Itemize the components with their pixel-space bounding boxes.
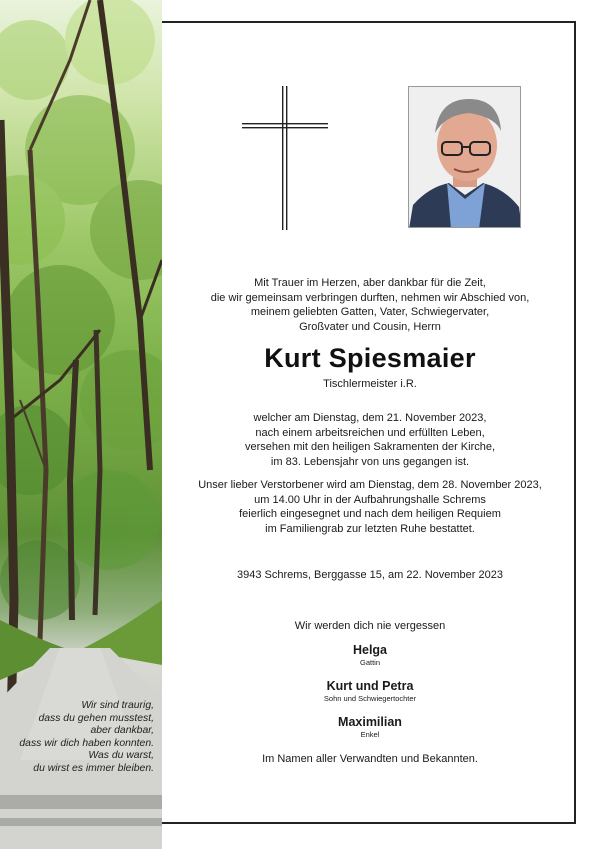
funeral-line: im Familiengrab zur letzten Ruhe bestattet. (265, 522, 475, 535)
closing-text: Im Namen aller Verwandten und Bekannten. (262, 753, 478, 765)
mourner (170, 643, 570, 667)
poem-line: aber dankbar, (90, 725, 154, 736)
forest-path-photo (0, 0, 162, 849)
mourner-name: Helga (352, 643, 388, 657)
portrait-photo (408, 86, 521, 228)
death-notice (170, 411, 570, 469)
poem (4, 700, 154, 775)
mourner-name: Maximilian (338, 715, 402, 729)
mourner-relation: Sohn und Schwiegertochter (323, 694, 417, 703)
death-notice-line: welcher am Dienstag, dem 21. November 2023, (253, 412, 487, 424)
intro-line: Mit Trauer im Herzen, aber dankbar für die Zeit, (254, 277, 486, 289)
mourner-relation: Enkel (360, 730, 380, 739)
never-forget: Wir werden dich nie vergessen (294, 620, 446, 632)
poem-line: Wir sind traurig, (81, 700, 154, 711)
poem-line: dass wir dich haben konnten. (19, 737, 154, 749)
funeral-line: um 14.00 Uhr in der Aufbahrungshalle Schrems (254, 493, 486, 506)
death-notice-line: im 83. Lebensjahr von uns gegangen ist. (270, 455, 470, 468)
deceased-title: Tischlermeister i.R. (323, 378, 417, 390)
deceased-name: Kurt Spiesmaier (264, 343, 476, 373)
death-notice-line: versehen mit den heiligen Sakramenten der Kirche, (244, 441, 496, 453)
place-date: 3943 Schrems, Berggasse 15, am 22. November 2023 (237, 569, 503, 581)
poem-line: du wirst es immer bleiben. (33, 762, 154, 774)
cross-icon (242, 86, 328, 230)
poem-line: dass du gehen musstest, (38, 712, 154, 724)
mourner (170, 679, 570, 703)
funeral-notice (170, 478, 570, 536)
intro-line: Großvater und Cousin, Herrn (299, 320, 441, 333)
mourner-relation: Gattin (359, 658, 380, 667)
portrait-illustration (409, 87, 521, 228)
mourner-name: Kurt und Petra (326, 679, 414, 693)
death-notice-line: nach einem arbeitsreichen und erfüllten Leben, (255, 426, 485, 439)
intro-line: die wir gemeinsam verbringen durften, nehmen wir Abschied von, (210, 291, 530, 304)
mourner (170, 715, 570, 739)
funeral-line: Unser lieber Verstorbener wird am Dienstag, dem 28. November 2023, (198, 479, 542, 491)
intro-text (170, 276, 570, 334)
funeral-line: feierlich eingesegnet und nach dem heiligen Requiem (239, 508, 501, 520)
intro-line: meinem geliebten Gatten, Vater, Schwiegervater, (250, 306, 490, 318)
poem-line: Was du warst, (88, 750, 154, 761)
